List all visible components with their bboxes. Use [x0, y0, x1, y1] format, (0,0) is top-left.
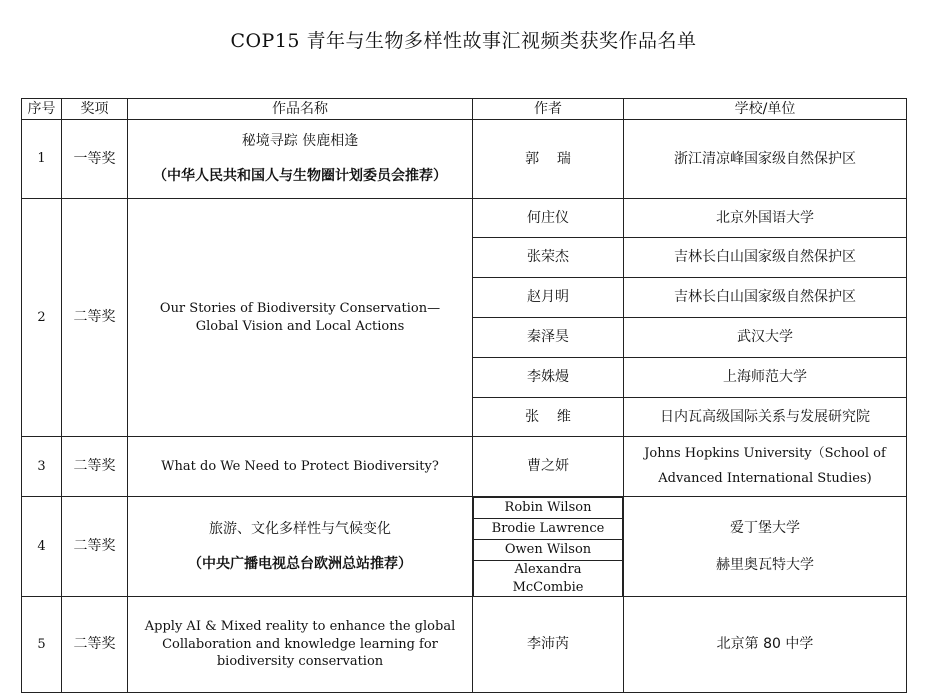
row-award: 二等奖: [62, 597, 128, 693]
row-school: 北京外国语大学: [624, 199, 907, 238]
row-school: [624, 497, 907, 597]
header-award: 奖项: [62, 99, 128, 120]
row-no: 5: [22, 597, 62, 693]
page-title: COP15 青年与生物多样性故事汇视频类获奖作品名单: [230, 30, 697, 52]
header-work: 作品名称: [128, 99, 473, 120]
work-recommend: （中央广播电视总台欧洲总站推荐）: [188, 555, 412, 572]
author-name: Alexandra McCombie: [474, 561, 623, 597]
work-title: 秘境寻踪 侠鹿相逢: [241, 133, 359, 150]
row-author-list: [473, 497, 624, 597]
school-name: 爱丁堡大学: [730, 519, 800, 536]
row-work: Apply AI & Mixed reality to enhance the global Collaboration and knowledge learning for biodiversity conservation: [128, 597, 473, 693]
row-award: 二等奖: [62, 437, 128, 497]
table-row: [22, 497, 907, 597]
row-author: 郭 瑞: [473, 120, 624, 199]
author-name: Robin Wilson: [474, 498, 623, 519]
row-award: 二等奖: [62, 497, 128, 597]
table-header-row: [22, 99, 907, 120]
row-no: 1: [22, 120, 62, 199]
author-name: Brodie Lawrence: [474, 519, 623, 540]
row-school: 吉林长白山国家级自然保护区: [624, 238, 907, 278]
row-school: 武汉大学: [624, 318, 907, 358]
row-school: 北京第 80 中学: [624, 597, 907, 693]
row-award: 一等奖: [62, 120, 128, 199]
table-row: [22, 437, 907, 497]
row-author: 张荣杰: [473, 238, 624, 278]
row-author: 何庄仪: [473, 199, 624, 238]
header-school: 学校/单位: [624, 99, 907, 120]
row-work: [128, 497, 473, 597]
row-author: 张 维: [473, 398, 624, 437]
table-row: [22, 199, 907, 238]
header-no: 序号: [22, 99, 62, 120]
row-school: 浙江清凉峰国家级自然保护区: [624, 120, 907, 199]
row-author: 曹之妍: [473, 437, 624, 497]
row-work: What do We Need to Protect Biodiversity?: [128, 437, 473, 497]
row-school: 吉林长白山国家级自然保护区: [624, 278, 907, 318]
row-author: 李姝熳: [473, 358, 624, 398]
header-author: 作者: [473, 99, 624, 120]
row-no: 2: [22, 199, 62, 437]
author-list: [473, 497, 623, 596]
row-author: 秦泽昊: [473, 318, 624, 358]
work-title: 旅游、文化多样性与气候变化: [209, 520, 391, 537]
work-recommend: （中华人民共和国人与生物圈计划委员会推荐）: [153, 168, 447, 184]
row-author: 李沛芮: [473, 597, 624, 693]
row-school: Johns Hopkins University（School of Advanced International Studies): [624, 437, 907, 497]
row-work: Our Stories of Biodiversity Conservation—Global Vision and Local Actions: [128, 199, 473, 437]
table-row: [22, 120, 907, 199]
row-work: [128, 120, 473, 199]
author-name: Owen Wilson: [474, 540, 623, 561]
row-school: 日内瓦高级国际关系与发展研究院: [624, 398, 907, 437]
award-table: [21, 98, 907, 693]
row-no: 3: [22, 437, 62, 497]
row-school: 上海师范大学: [624, 358, 907, 398]
table-row: [22, 597, 907, 693]
row-author: 赵月明: [473, 278, 624, 318]
row-no: 4: [22, 497, 62, 597]
row-award: 二等奖: [62, 199, 128, 437]
school-name: 赫里奥瓦特大学: [716, 556, 814, 573]
